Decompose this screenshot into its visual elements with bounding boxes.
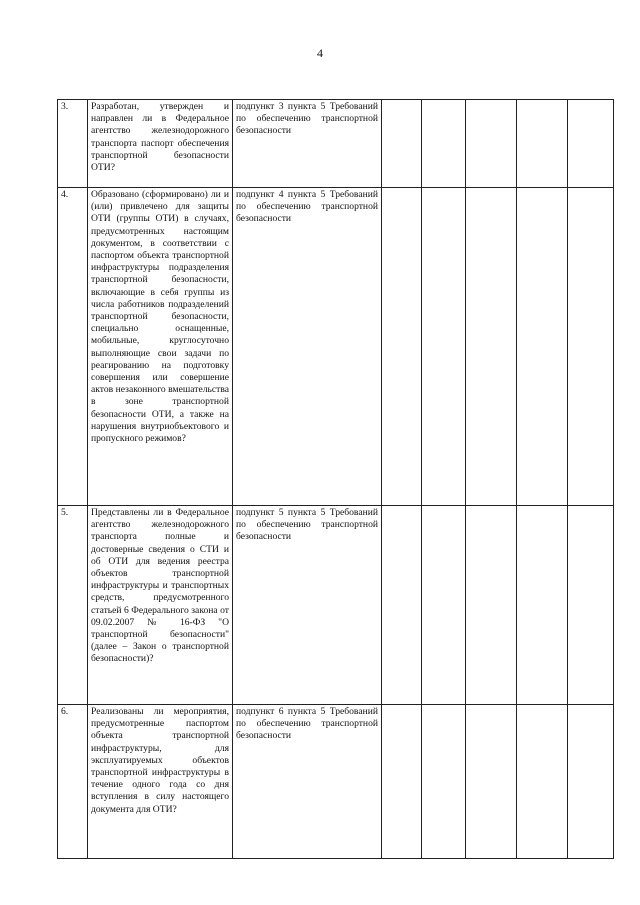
answer-note-cell[interactable] [517, 705, 568, 859]
row-number: 3. [58, 100, 88, 188]
question-cell: Представлены ли в Федеральное агентство железнодорожного транспорта полные и достоверные сведения о СТИ и об ОТИ для ведения реестра объектов транспортной инфраструктуры и транспортных средств, предусмотренного статьей 6 Федерального закона от 09.02.2007 № 16-ФЗ "О транспортной безопасности" (далее – Закон о транспортной безопасности)? [88, 506, 233, 705]
page-number: 4 [317, 46, 323, 60]
answer-extra-cell[interactable] [568, 100, 614, 188]
reference-cell: подпункт 3 пункта 5 Требований по обеспечению транспортной безопасности [233, 100, 382, 188]
row-number: 4. [58, 188, 88, 506]
answer-no-cell[interactable] [422, 506, 466, 705]
answer-yes-cell[interactable] [382, 188, 422, 506]
answer-yes-cell[interactable] [382, 100, 422, 188]
answer-note-cell[interactable] [517, 100, 568, 188]
question-cell: Реализованы ли мероприятия, предусмотренные паспортом объекта транспортной инфраструктуры, для эксплуатируемых объектов транспортной инфраструктуры в течение одного года со дня вступления в силу настоящего документа для ОТИ? [88, 705, 233, 859]
answer-no-cell[interactable] [422, 100, 466, 188]
answer-na-cell[interactable] [466, 100, 517, 188]
question-cell: Разработан, утвержден и направлен ли в Федеральное агентство железнодорожного транспорта паспорт обеспечения транспортной безопасности ОТИ? [88, 100, 233, 188]
reference-cell: подпункт 5 пункта 5 Требований по обеспечению транспортной безопасности [233, 506, 382, 705]
answer-no-cell[interactable] [422, 188, 466, 506]
question-cell: Образовано (сформировано) ли и (или) привлечено для защиты ОТИ (группы ОТИ) в случаях, предусмотренных настоящим документом, в соответствии с паспортом объекта транспортной инфраструктуры подразделения транспортной безопасности, включающие в себя группы из числа работников подразделений транспортной безопасности, специально оснащенные, мобильные, круглосуточно выполняющие свои задачи по реагированию на подготовку совершения или совершение актов незаконного вмешательства в зоне транспортной безопасности ОТИ, а также на нарушения внутриобъектового и пропускного режимов? [88, 188, 233, 506]
answer-no-cell[interactable] [422, 705, 466, 859]
row-number: 6. [58, 705, 88, 859]
table-row [58, 506, 614, 705]
table-row [58, 188, 614, 506]
reference-cell: подпункт 4 пункта 5 Требований по обеспечению транспортной безопасности [233, 188, 382, 506]
table-row [58, 100, 614, 188]
reference-cell: подпункт 6 пункта 5 Требований по обеспечению транспортной безопасности [233, 705, 382, 859]
answer-na-cell[interactable] [466, 506, 517, 705]
answer-yes-cell[interactable] [382, 705, 422, 859]
answer-na-cell[interactable] [466, 188, 517, 506]
row-number: 5. [58, 506, 88, 705]
answer-extra-cell[interactable] [568, 705, 614, 859]
answer-note-cell[interactable] [517, 506, 568, 705]
answer-na-cell[interactable] [466, 705, 517, 859]
answer-extra-cell[interactable] [568, 506, 614, 705]
checklist-table [57, 99, 614, 859]
answer-note-cell[interactable] [517, 188, 568, 506]
answer-yes-cell[interactable] [382, 506, 422, 705]
table-row [58, 705, 614, 859]
answer-extra-cell[interactable] [568, 188, 614, 506]
